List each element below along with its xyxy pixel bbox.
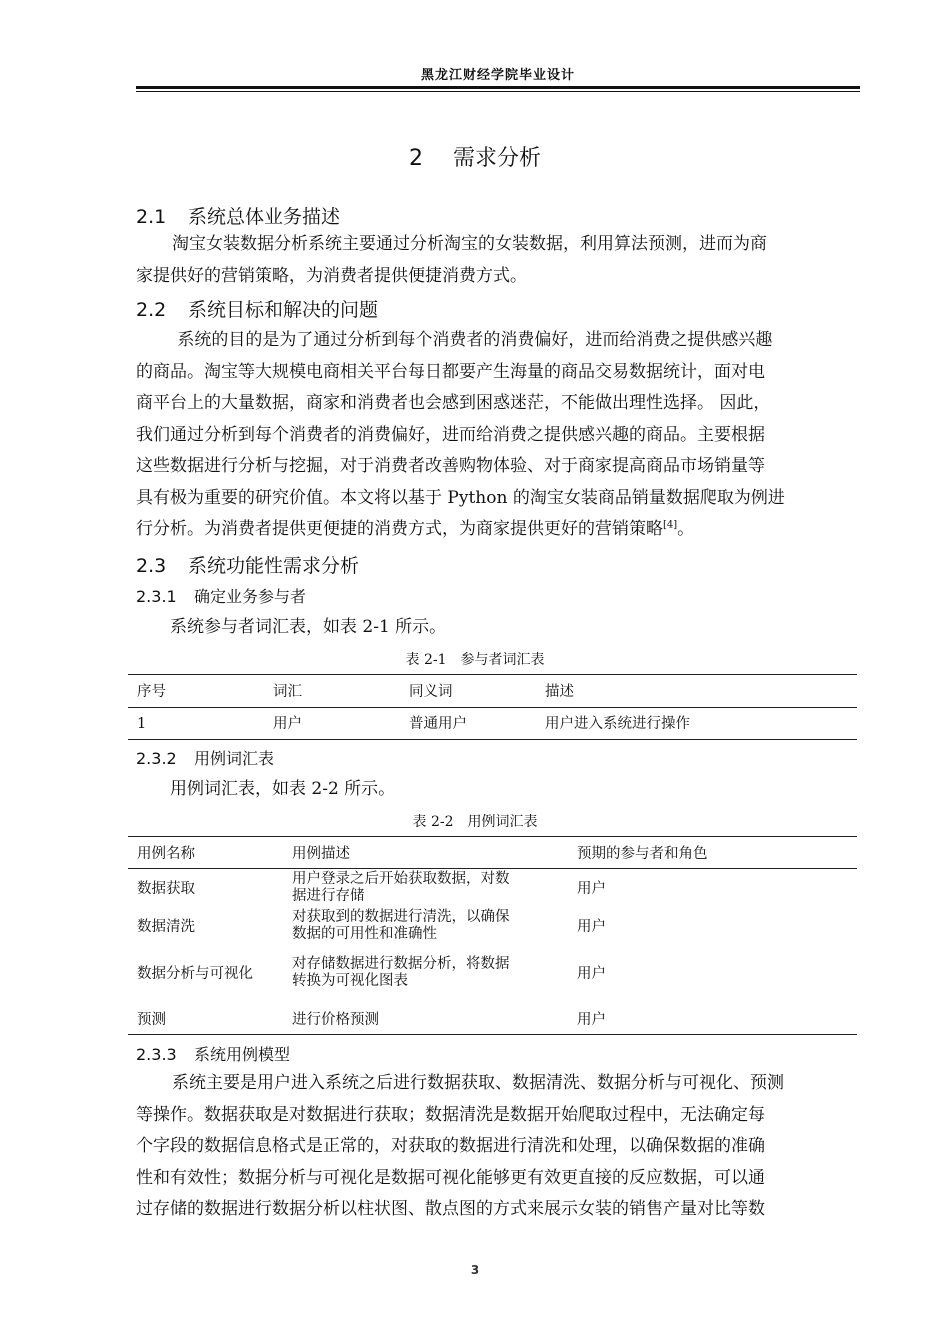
table-header-rule bbox=[128, 868, 857, 869]
cell-line: 对存储数据进行数据分析，将数据 bbox=[292, 956, 510, 972]
paragraph-line: 行分析。为消费者提供更便捷的消费方式，为商家提供更好的营销策略 bbox=[136, 519, 663, 539]
subsection-title: 用例词汇表 bbox=[194, 749, 275, 768]
table-header-rule bbox=[128, 707, 857, 708]
cell-line: 用户登录之后开始获取数据，对数 bbox=[292, 871, 510, 887]
cell-line: 对获取到的数据进行清洗，以确保 bbox=[292, 909, 510, 925]
paragraph-2-2 bbox=[136, 325, 860, 546]
table-bottom-rule bbox=[128, 739, 857, 740]
chapter-number: 2 bbox=[408, 146, 423, 171]
table-bottom-rule bbox=[128, 1034, 857, 1035]
paragraph-line: 家提供好的营销策略，为消费者提供便捷消费方式。 bbox=[136, 265, 527, 286]
page-number: 3 bbox=[470, 1263, 480, 1277]
section-heading-2-2 bbox=[136, 295, 378, 322]
table-cell: 普通用户 bbox=[409, 716, 467, 732]
table-cell: 用户 bbox=[577, 1012, 606, 1028]
running-header: 黑龙江财经学院毕业设计 bbox=[420, 68, 575, 83]
subsection-number: 2.3.2 bbox=[136, 749, 177, 768]
table-cell: 用户 bbox=[273, 716, 302, 732]
cell-line: 进行价格预测 bbox=[292, 1012, 379, 1028]
paragraph-line: 我们通过分析到每个消费者的消费偏好，进而给消费之提供感兴趣的商品。主要根据 bbox=[136, 424, 765, 445]
caption-title: 用例词汇表 bbox=[467, 814, 538, 830]
section-title: 系统目标和解决的问题 bbox=[188, 299, 379, 321]
paragraph-line: 具有极为重要的研究价值。本文将以基于 Python 的淘宝女装商品销量数据爬取为例进 bbox=[136, 487, 785, 508]
table-cell: 用户进入系统进行操作 bbox=[545, 716, 690, 732]
section-number: 2.1 bbox=[136, 206, 167, 228]
subsection-number: 2.3.3 bbox=[136, 1045, 177, 1064]
paragraph-line: 淘宝女装数据分析系统主要通过分析淘宝的女装数据，利用算法预测，进而为商 bbox=[172, 234, 767, 254]
table-header-cell: 预期的参与者和角色 bbox=[577, 846, 708, 862]
header-rule bbox=[136, 86, 860, 89]
section-title: 系统总体业务描述 bbox=[188, 206, 341, 228]
table-intro-2-1: 系统参与者词汇表，如表 2-1 所示。 bbox=[170, 617, 447, 637]
section-heading-2-3 bbox=[136, 551, 359, 578]
table-cell: 数据分析与可视化 bbox=[137, 966, 253, 982]
paragraph-line: 商平台上的大量数据，商家和消费者也会感到困惑迷茫，不能做出理性选择。 因此， bbox=[136, 393, 771, 413]
cell-line: 转换为可视化图表 bbox=[292, 973, 408, 989]
table-cell: 数据清洗 bbox=[137, 919, 195, 935]
section-number: 2.3 bbox=[136, 555, 167, 577]
cell-line: 据进行存储 bbox=[292, 888, 365, 904]
paragraph-line: 的商品。淘宝等大规模电商相关平台每日都要产生海量的商品交易数据统计，面对电 bbox=[136, 361, 765, 382]
table-header-cell: 序号 bbox=[137, 684, 166, 700]
caption-number: 表 2-2 bbox=[412, 814, 454, 830]
table-cell: 预测 bbox=[137, 1012, 166, 1028]
section-title: 系统功能性需求分析 bbox=[188, 555, 360, 577]
paragraph-2-3-3 bbox=[136, 1068, 860, 1226]
table-cell bbox=[292, 956, 562, 990]
subsection-heading-2-3-3 bbox=[136, 1042, 290, 1065]
paragraph-end: 。 bbox=[677, 519, 695, 539]
caption-title: 参与者词汇表 bbox=[460, 652, 545, 668]
paragraph-2-1 bbox=[136, 229, 860, 292]
citation-reference: [4] bbox=[663, 519, 678, 531]
subsection-heading-2-3-1 bbox=[136, 584, 306, 607]
paragraph-line: 个字段的数据信息格式是正常的，对获取的数据进行清洗和处理，以确保数据的准确 bbox=[136, 1136, 765, 1156]
table-header-cell: 同义词 bbox=[409, 684, 453, 700]
section-heading-2-1 bbox=[136, 202, 340, 229]
table-header-cell: 用例描述 bbox=[292, 846, 350, 862]
table-top-rule bbox=[128, 674, 857, 675]
table-cell bbox=[292, 871, 562, 905]
caption-number: 表 2-1 bbox=[405, 652, 447, 668]
table-cell: 数据获取 bbox=[137, 881, 195, 897]
subsection-title: 确定业务参与者 bbox=[194, 587, 307, 606]
paragraph-line: 等操作。数据获取是对数据进行获取；数据清洗是数据开始爬取过程中，无法确定每 bbox=[136, 1104, 765, 1125]
paragraph-line: 系统的目的是为了通过分析到每个消费者的消费偏好，进而给消费之提供感兴趣 bbox=[172, 330, 773, 350]
subsection-title: 系统用例模型 bbox=[194, 1045, 291, 1064]
chapter-name: 需求分析 bbox=[452, 146, 541, 171]
table-intro-2-2: 用例词汇表，如表 2-2 所示。 bbox=[170, 779, 396, 799]
subsection-heading-2-3-2 bbox=[136, 746, 274, 769]
cell-line: 数据的可用性和准确性 bbox=[292, 926, 437, 942]
paragraph-line: 这些数据进行分析与挖掘，对于消费者改善购物体验、对于商家提高商品市场销量等 bbox=[136, 456, 765, 476]
paragraph-line: 系统主要是用户进入系统之后进行数据获取、数据清洗、数据分析与可视化、预测 bbox=[172, 1073, 784, 1093]
subsection-number: 2.3.1 bbox=[136, 587, 177, 606]
table-header-cell: 描述 bbox=[545, 684, 574, 700]
table-top-rule bbox=[128, 836, 857, 837]
table-cell: 1 bbox=[137, 716, 147, 732]
paragraph-line: 过存储的数据进行数据分析以柱状图、散点图的方式来展示女装的销售产量对比等数 bbox=[136, 1199, 765, 1219]
table-cell: 用户 bbox=[577, 881, 606, 897]
section-number: 2.2 bbox=[136, 299, 167, 321]
chapter-title bbox=[0, 141, 950, 172]
table-cell: 用户 bbox=[577, 919, 606, 935]
table-caption-2-1 bbox=[0, 649, 950, 669]
header-rule-thin bbox=[136, 91, 860, 92]
table-caption-2-2 bbox=[0, 811, 950, 831]
table-header-cell: 词汇 bbox=[273, 684, 302, 700]
table-cell bbox=[292, 909, 562, 943]
table-header-cell: 用例名称 bbox=[137, 846, 195, 862]
table-cell: 用户 bbox=[577, 966, 606, 982]
paragraph-line: 性和有效性；数据分析与可视化是数据可视化能够更有效更直接的反应数据，可以通 bbox=[136, 1167, 765, 1188]
table-cell bbox=[292, 1012, 562, 1029]
